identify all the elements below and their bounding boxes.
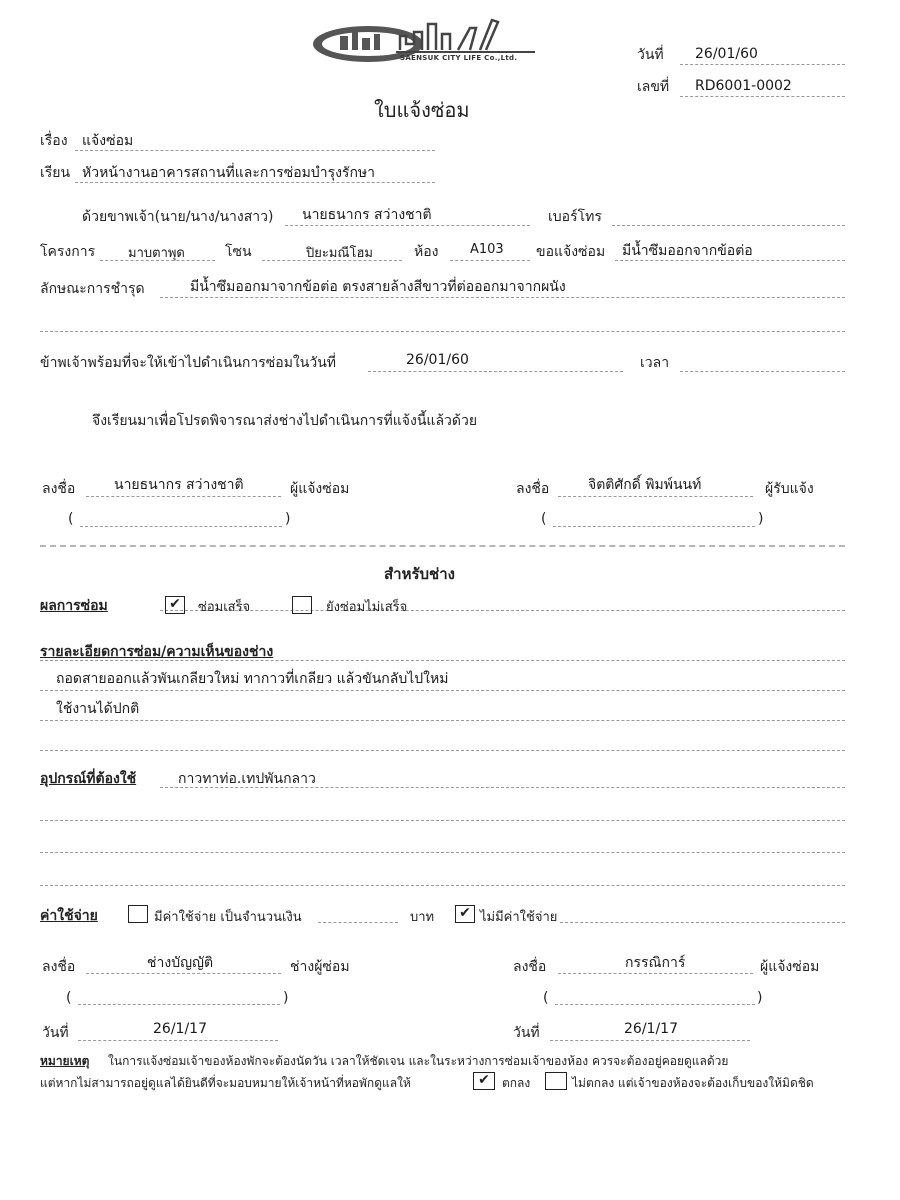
equip-line-3 — [40, 885, 845, 886]
damage-value: มีน้ำซึมออกมาจากข้อต่อ ตรงสายล้างสีขาวที่ต่อออกมาจากผนัง — [190, 279, 566, 295]
tech-sign-left-name: ช่างบัญญัติ — [147, 955, 214, 971]
tech-sign-right-date-value: 26/1/17 — [624, 1021, 678, 1037]
sign-right-paren-line — [553, 526, 755, 527]
tech-sign-left-date-label: วันที่ — [42, 1025, 69, 1041]
tech-sign-right-paren-open: ( — [543, 990, 549, 1006]
requester-value: นายธนากร สว่างชาติ — [302, 207, 432, 223]
sign-right-line — [558, 496, 753, 497]
cost-tail-line — [560, 922, 845, 923]
tech-sign-left-date-line — [78, 1040, 278, 1041]
room-value: A103 — [470, 242, 504, 257]
tech-sign-right-name: กรรณิการ์ — [625, 955, 686, 971]
to-value: หัวหน้างานอาคารสถานที่และการซ่อมบำรุงรักษา — [82, 165, 376, 181]
done-label: ซ่อมเสร็จ — [198, 600, 251, 615]
disagree-label: ไม่ตกลง แต่เจ้าของห้องจะต้องเก็บของให้มิดชิด — [572, 1076, 814, 1090]
sign-right-paren-close: ) — [758, 511, 764, 527]
cost-yes-checkbox[interactable] — [128, 905, 148, 923]
equip-label: อุปกรณ์ที่ต้องใช้ — [40, 771, 137, 787]
phone-label: เบอร์โทร — [548, 209, 602, 225]
phone-line — [612, 225, 845, 226]
requester-label: ด้วยขาพเจ้า(นาย/นาง/นางสาว) — [82, 209, 274, 225]
section-separator — [40, 545, 845, 547]
schedule-label: ข้าพเจ้าพร้อมที่จะให้เข้าไปดำเนินการซ่อมในวันที่ — [40, 355, 336, 371]
tech-sign-right-role: ผู้แจ้งซ่อม — [760, 959, 820, 975]
tech-sign-left-paren-close: ) — [283, 990, 289, 1006]
tech-sign-right-date-line — [550, 1040, 750, 1041]
cost-unit: บาท — [410, 910, 435, 925]
detail-line-1 — [40, 690, 845, 691]
date-value: 26/01/60 — [695, 46, 758, 62]
tech-sign-left-role: ช่างผู้ซ่อม — [290, 959, 350, 975]
done-checkbox[interactable] — [165, 596, 185, 614]
room-line — [450, 260, 530, 261]
result-line — [160, 610, 845, 611]
sign-right-role: ผู้รับแจ้ง — [765, 481, 814, 497]
agree-checkbox[interactable] — [473, 1072, 495, 1090]
company-logo — [310, 14, 540, 74]
tech-sign-left-paren-line — [78, 1004, 280, 1005]
note-line1: ในการแจ้งซ่อมเจ้าของห้องพักจะต้องนัดวัน เวลาให้ชัดเจน และในระหว่างการซ่อมเจ้าของห้อง ควรจะต้องอยู่คอยดูแลด้วย — [108, 1054, 729, 1068]
room-label: ห้อง — [414, 244, 439, 260]
tech-sign-left-date-value: 26/1/17 — [153, 1021, 207, 1037]
schedule-time-line — [680, 371, 845, 372]
equip-line-2 — [40, 852, 845, 853]
company-name: SAENSUK CITY LIFE Co.,Ltd. — [400, 54, 518, 62]
equip-line-1 — [40, 820, 845, 821]
detail-line2: ใช้งานได้ปกติ — [56, 701, 140, 717]
zone-value: ปิยะมณีโฮม — [306, 246, 373, 261]
subject-value: แจ้งซ่อม — [82, 133, 134, 149]
detail-line-2 — [40, 720, 845, 721]
detail-line1: ถอดสายออกแล้วพันเกลียวใหม่ ทากาวที่เกลียว แล้วขันกลับไปใหม่ — [56, 671, 449, 687]
number-label: เลขที่ — [637, 79, 670, 95]
sign-left-line — [86, 496, 281, 497]
form-title: ใบแจ้งซ่อม — [374, 98, 470, 122]
schedule-date-value: 26/01/60 — [406, 352, 469, 368]
detail-label: รายละเอียดการซ่อม/ความเห็นของช่าง — [40, 644, 274, 660]
detail-line-0 — [40, 660, 845, 661]
closing-text: จึงเรียนมาเพื่อโปรดพิจารณาส่งช่างไปดำเนินการที่แจ้งนี้แล้วด้วย — [92, 413, 478, 429]
number-value: RD6001-0002 — [695, 78, 792, 94]
to-label: เรียน — [40, 165, 71, 181]
cost-amount-line — [318, 922, 398, 923]
sign-left-name: นายธนากร สว่างชาติ — [114, 477, 244, 493]
notdone-checkbox[interactable] — [292, 596, 312, 614]
project-label: โครงการ — [40, 244, 96, 260]
cost-yes-label: มีค่าใช้จ่าย เป็นจำนวนเงิน — [154, 910, 302, 925]
damage-label: ลักษณะการชำรุด — [40, 281, 145, 297]
cost-no-checkbox[interactable] — [455, 905, 475, 923]
sign-right-paren-open: ( — [541, 511, 547, 527]
disagree-checkbox[interactable] — [545, 1072, 567, 1090]
sign-left-paren-open: ( — [68, 511, 74, 527]
checkmark-icon: ✔ — [478, 1072, 490, 1088]
damage-line-2 — [40, 331, 845, 332]
sign-left-role: ผู้แจ้งซ่อม — [290, 481, 350, 497]
tech-sign-left-paren-open: ( — [66, 990, 72, 1006]
request-value: มีน้ำซึมออกจากข้อต่อ — [622, 243, 753, 259]
checkmark-icon: ✔ — [459, 905, 471, 921]
date-line — [680, 64, 845, 65]
number-line — [680, 96, 845, 97]
zone-label: โซน — [225, 244, 252, 260]
note-line2: แต่หากไม่สามารถอยู่ดูแลได้ยินดีที่จะมอบหมายให้เจ้าหน้าที่หอพักดูแลให้ — [40, 1076, 411, 1090]
sign-left-paren-close: ) — [285, 511, 291, 527]
tech-sign-right-paren-close: ) — [757, 990, 763, 1006]
schedule-date-line — [368, 371, 623, 372]
schedule-time-label: เวลา — [640, 355, 670, 371]
checkmark-icon: ✔ — [169, 596, 181, 612]
cost-label: ค่าใช้จ่าย — [40, 908, 98, 924]
tech-sign-right-date-label: วันที่ — [513, 1025, 540, 1041]
sign-left-paren-line — [80, 526, 282, 527]
tech-sign-left-label: ลงชื่อ — [42, 959, 76, 975]
note-label: หมายเหตุ — [40, 1054, 90, 1068]
subject-label: เรื่อง — [40, 133, 68, 149]
equip-value: กาวทาท่อ.เทปพันกลาว — [178, 771, 316, 787]
sign-left-label: ลงชื่อ — [42, 481, 76, 497]
project-value: มาบตาพุด — [128, 246, 185, 261]
date-label: วันที่ — [637, 47, 664, 63]
agree-label: ตกลง — [502, 1076, 531, 1090]
notdone-label: ยังซ่อมไม่เสร็จ — [326, 600, 408, 615]
tech-sign-right-label: ลงชื่อ — [513, 959, 547, 975]
tech-heading: สำหรับช่าง — [384, 565, 455, 583]
request-label: ขอแจ้งซ่อม — [536, 244, 606, 260]
sign-right-label: ลงชื่อ — [516, 481, 550, 497]
detail-line-3 — [40, 750, 845, 751]
result-label: ผลการซ่อม — [40, 598, 108, 614]
tech-sign-right-paren-line — [555, 1004, 755, 1005]
sign-right-name: จิตติศักดิ์ พิมพ์นนท์ — [588, 477, 702, 493]
cost-no-label: ไม่มีค่าใช้จ่าย — [480, 910, 558, 925]
